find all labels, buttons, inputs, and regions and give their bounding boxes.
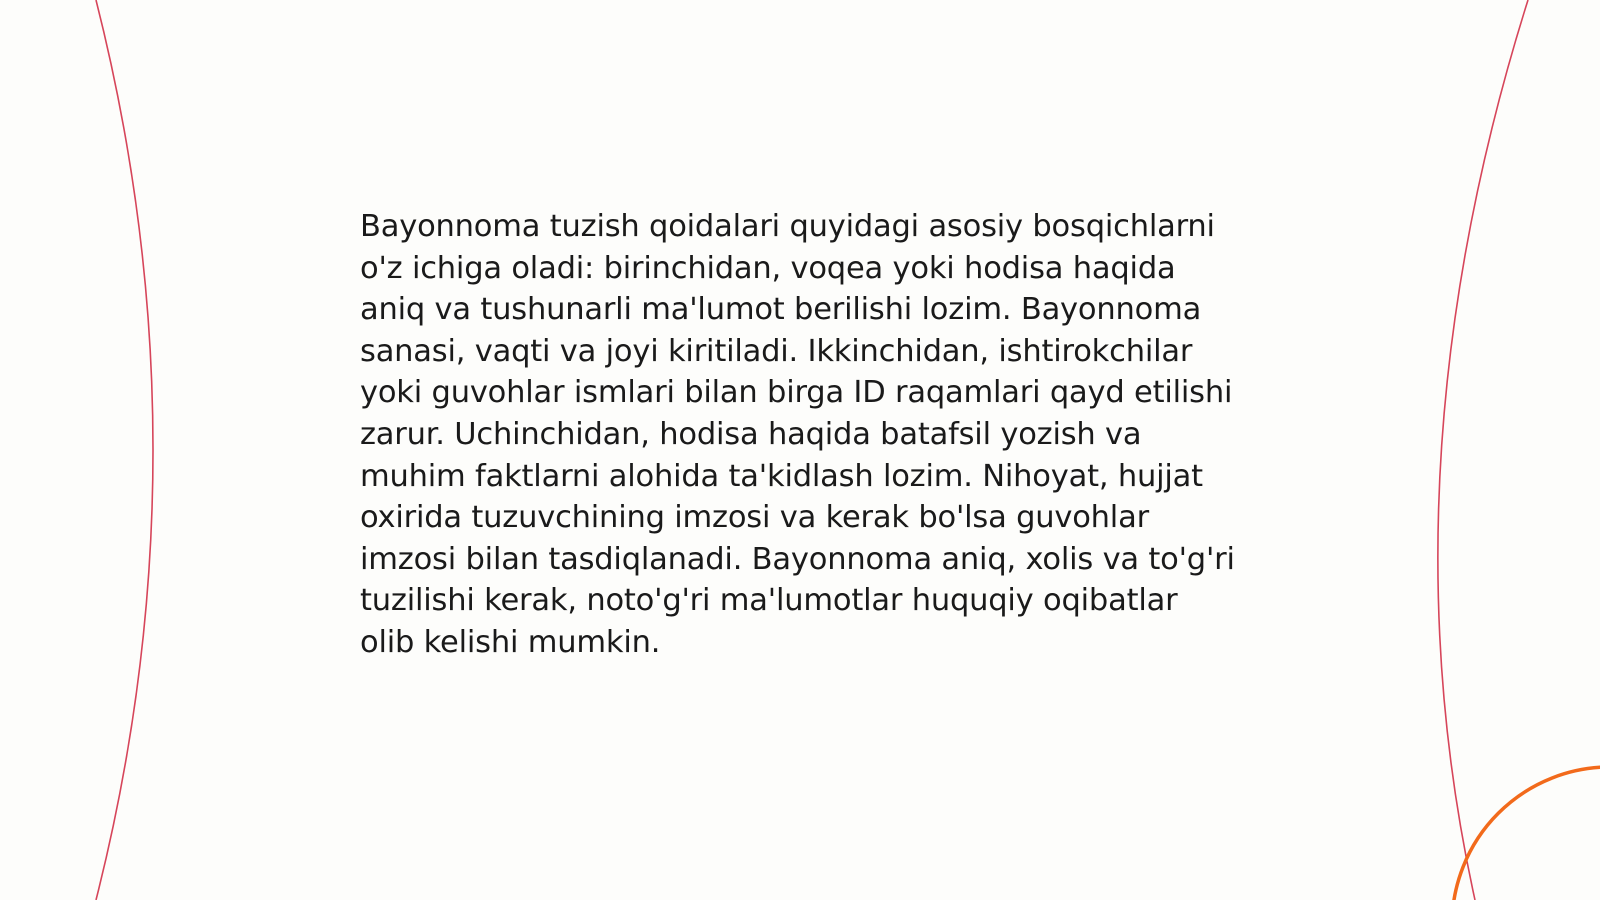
slide-body-text: Bayonnoma tuzish qoidalari quyidagi asosiy bosqichlarni o'z ichiga oladi: birinchidan, voqea yoki hodisa haqida aniq va tushunarli ma'lumot berilishi lozim. Bayonnoma sanasi, vaqti va joyi kiritiladi. Ikkinchidan, ishtirokchilar yoki guvohlar ismlari bilan birga ID raqamlari qayd etilishi zarur. Uchinchidan, hodisa haqida batafsil yozish va muhim faktlarni alohida ta'kidlash lozim. Nihoyat, hujjat oxirida tuzuvchining imzosi va kerak bo'lsa guvohlar imzosi bilan tasdiqlanadi. Bayonnoma aniq, xolis va to'g'ri tuzilishi kerak, noto'g'ri ma'lumotlar huquqiy oqibatlar olib kelishi mumkin. [360, 209, 1235, 660]
left-curve-line [96, 0, 153, 900]
right-curve-line [1438, 0, 1528, 900]
orange-circle-arc [1452, 767, 1600, 900]
